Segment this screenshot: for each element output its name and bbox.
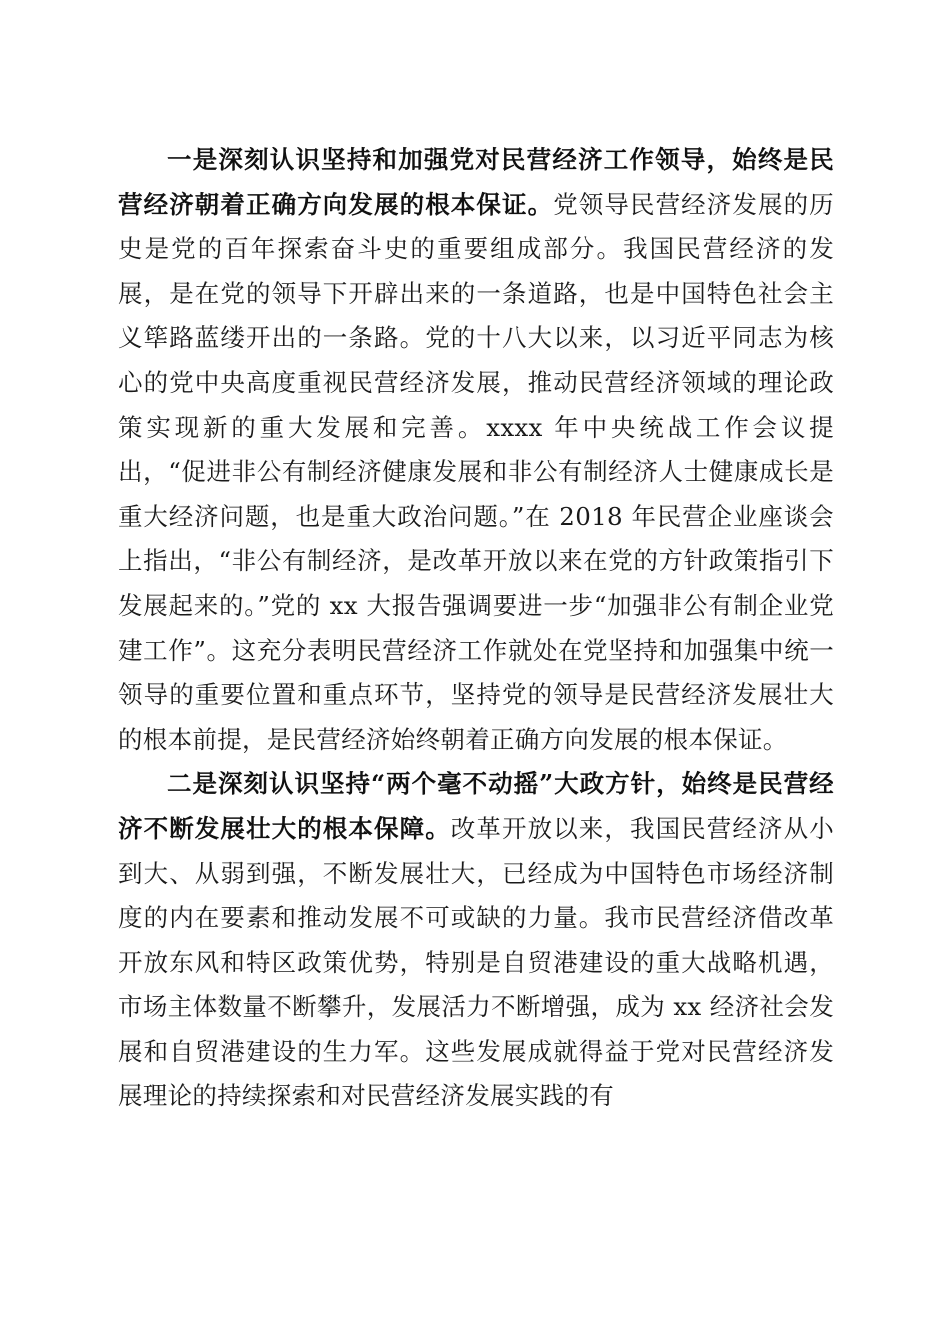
paragraph-2-heading: 二是深刻认识坚持“两个毫不动摇”大政方针，始终是民营经济不断发展壮大的根本保障。 [118, 769, 834, 843]
paragraph-1-text: 党领导民营经济发展的历史是党的百年探索奋斗史的重要组成部分。我国民营经济的发展，是在党的领导下开辟出来的一条道路，也是中国特色社会主义筚路蓝缕开出的一条路。党的十八大以来，以习近平同志为核心的党中央高度重视民营经济发展，推动民营经济领域的理论政策实现新的重大发展和完善。xxxx 年中央统战工作会议提出，“促进非公有制经济健康发展和非公有制经济人士健康成长是重大经济问题，也是重大政治问题。”在 2018 年民营企业座谈会上指出，“非公有制经济，是改革开放以来在党的方针政策指引下发展起来的。”党的 xx 大报告强调要进一步“加强非公有制企业党建工作”。这充分表明民营经济工作就处在党坚持和加强集中统一领导的重要位置和重点环节，坚持党的领导是民营经济发展壮大的根本前提，是民营经济始终朝着正确方向发展的根本保证。 [118, 189, 834, 754]
paragraph-1-heading: 一是深刻认识坚持和加强党对民营经济工作领导，始终是民营经济朝着正确方向发展的根本保证。 [118, 145, 834, 219]
paragraph-2 [118, 762, 834, 1119]
paragraph-1 [118, 138, 834, 762]
paragraph-2-text: 改革开放以来，我国民营经济从小到大、从弱到强，不断发展壮大，已经成为中国特色市场经济制度的内在要素和推动发展不可或缺的力量。我市民营经济借改革开放东风和特区政策优势，特别是自贸港建设的重大战略机遇，市场主体数量不断攀升，发展活力不断增强，成为 xx 经济社会发展和自贸港建设的生力军。这些发展成就得益于党对民营经济发展理论的持续探索和对民营经济发展实践的有 [118, 813, 834, 1111]
document-body [118, 138, 834, 1119]
